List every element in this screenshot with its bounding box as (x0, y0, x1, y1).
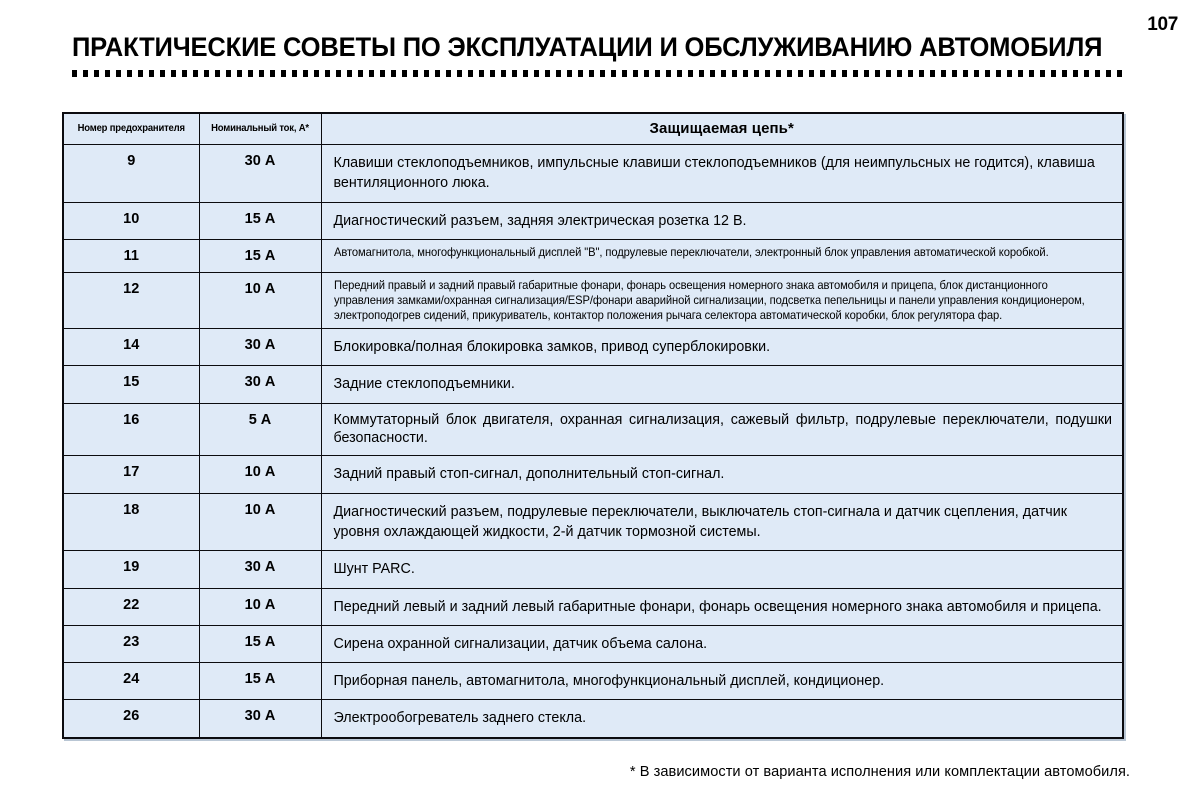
cell-rated-current: 30 А (199, 329, 321, 366)
cell-protected-circuit: Диагностический разъем, подрулевые переключатели, выключатель стоп-сигнала и датчик сцепления, датчик уровня охлаждающей жидкости, 2-й датчик тормозной системы. (321, 493, 1123, 551)
column-header-rated-current: Номинальный ток, А* (203, 113, 316, 145)
cell-protected-circuit: Диагностический разъем, задняя электрическая розетка 12 В. (321, 202, 1123, 239)
table-body (63, 145, 1123, 738)
cell-protected-circuit (321, 239, 1123, 272)
cell-protected-circuit: Задний правый стоп-сигнал, дополнительный стоп-сигнал. (321, 456, 1123, 493)
cell-rated-current: 10 А (199, 588, 321, 625)
cell-rated-current: 30 А (199, 366, 321, 403)
table-row (63, 625, 1123, 662)
cell-protected-circuit: Коммутаторный блок двигателя, охранная сигнализация, сажевый фильтр, подрулевые переключатели, подушки безопасности. (321, 403, 1123, 456)
footnote: * В зависимости от варианта исполнения или комплектации автомобиля. (629, 764, 1130, 780)
cell-rated-current: 30 А (199, 551, 321, 588)
cell-fuse-number: 11 (63, 239, 199, 272)
cell-fuse-number: 16 (63, 403, 199, 456)
table-row (63, 493, 1123, 551)
cell-protected-circuit-text: Автомагнитола, многофункциональный дисплей "В", подрулевые переключатели, электронный блок управления автоматической коробкой. (333, 245, 1049, 259)
cell-protected-circuit: Блокировка/полная блокировка замков, привод суперблокировки. (321, 329, 1123, 366)
table-row (63, 145, 1123, 203)
table-row (63, 202, 1123, 239)
cell-protected-circuit: Шунт PARC. (321, 551, 1123, 588)
table-row (63, 551, 1123, 588)
page-header (72, 34, 1128, 77)
cell-fuse-number: 18 (63, 493, 199, 551)
cell-rated-current: 15 А (199, 663, 321, 700)
dotted-divider (72, 70, 1128, 77)
column-header-protected-circuit: Защищаемая цепь* (321, 113, 1123, 145)
fuse-table (62, 112, 1124, 739)
cell-rated-current: 10 А (199, 456, 321, 493)
cell-fuse-number: 14 (63, 329, 199, 366)
cell-rated-current: 15 А (199, 202, 321, 239)
cell-protected-circuit: Передний левый и задний левый габаритные фонари, фонарь освещения номерного знака автомобиля и прицепа. (321, 588, 1123, 625)
cell-protected-circuit (321, 272, 1123, 328)
table-row (63, 239, 1123, 272)
cell-protected-circuit: Приборная панель, автомагнитола, многофункциональный дисплей, кондиционер. (321, 663, 1123, 700)
cell-protected-circuit: Электрообогреватель заднего стекла. (321, 700, 1123, 738)
table-header-row (63, 113, 1123, 145)
table-header (63, 113, 1123, 145)
table-row (63, 272, 1123, 328)
table-row (63, 663, 1123, 700)
cell-fuse-number: 19 (63, 551, 199, 588)
cell-fuse-number: 24 (63, 663, 199, 700)
cell-protected-circuit-text: Передний правый и задний правый габаритные фонари, фонарь освещения номерного знака автомобиля и прицепа, блок дистанционного управления замками/охранная сигнализация/ESP/фонари аварийной сигнализации, подсветка пепельницы и панели управления кондиционером, электроподогрев сидений, прикуриватель, контактор положения рычага селектора автоматической коробки, блок регулятора фар. (333, 278, 1085, 323)
cell-fuse-number: 15 (63, 366, 199, 403)
cell-fuse-number: 12 (63, 272, 199, 328)
page-number: 107 (1147, 14, 1178, 35)
cell-fuse-number: 9 (63, 145, 199, 203)
table-row (63, 456, 1123, 493)
table-row (63, 366, 1123, 403)
cell-fuse-number: 17 (63, 456, 199, 493)
table-row (63, 329, 1123, 366)
cell-rated-current: 15 А (199, 239, 321, 272)
cell-rated-current: 30 А (199, 145, 321, 203)
cell-protected-circuit: Задние стеклоподъемники. (321, 366, 1123, 403)
cell-fuse-number: 26 (63, 700, 199, 738)
cell-fuse-number: 10 (63, 202, 199, 239)
cell-fuse-number: 23 (63, 625, 199, 662)
table-row (63, 403, 1123, 456)
cell-protected-circuit: Сирена охранной сигнализации, датчик объема салона. (321, 625, 1123, 662)
column-header-fuse-number: Номер предохранителя (68, 113, 194, 145)
cell-rated-current: 30 А (199, 700, 321, 738)
table-row (63, 700, 1123, 738)
cell-rated-current: 10 А (199, 272, 321, 328)
cell-fuse-number: 22 (63, 588, 199, 625)
fuse-table-container (62, 112, 1122, 739)
table-row (63, 588, 1123, 625)
cell-rated-current: 15 А (199, 625, 321, 662)
cell-protected-circuit: Клавиши стеклоподъемников, импульсные клавиши стеклоподъемников (для неимпульсных не годится), клавиша вентиляционного люка. (321, 145, 1123, 203)
cell-rated-current: 5 А (199, 403, 321, 456)
cell-rated-current: 10 А (199, 493, 321, 551)
page-title: ПРАКТИЧЕСКИЕ СОВЕТЫ ПО ЭКСПЛУАТАЦИИ И ОБСЛУЖИВАНИЮ АВТОМОБИЛЯ (72, 32, 1103, 62)
